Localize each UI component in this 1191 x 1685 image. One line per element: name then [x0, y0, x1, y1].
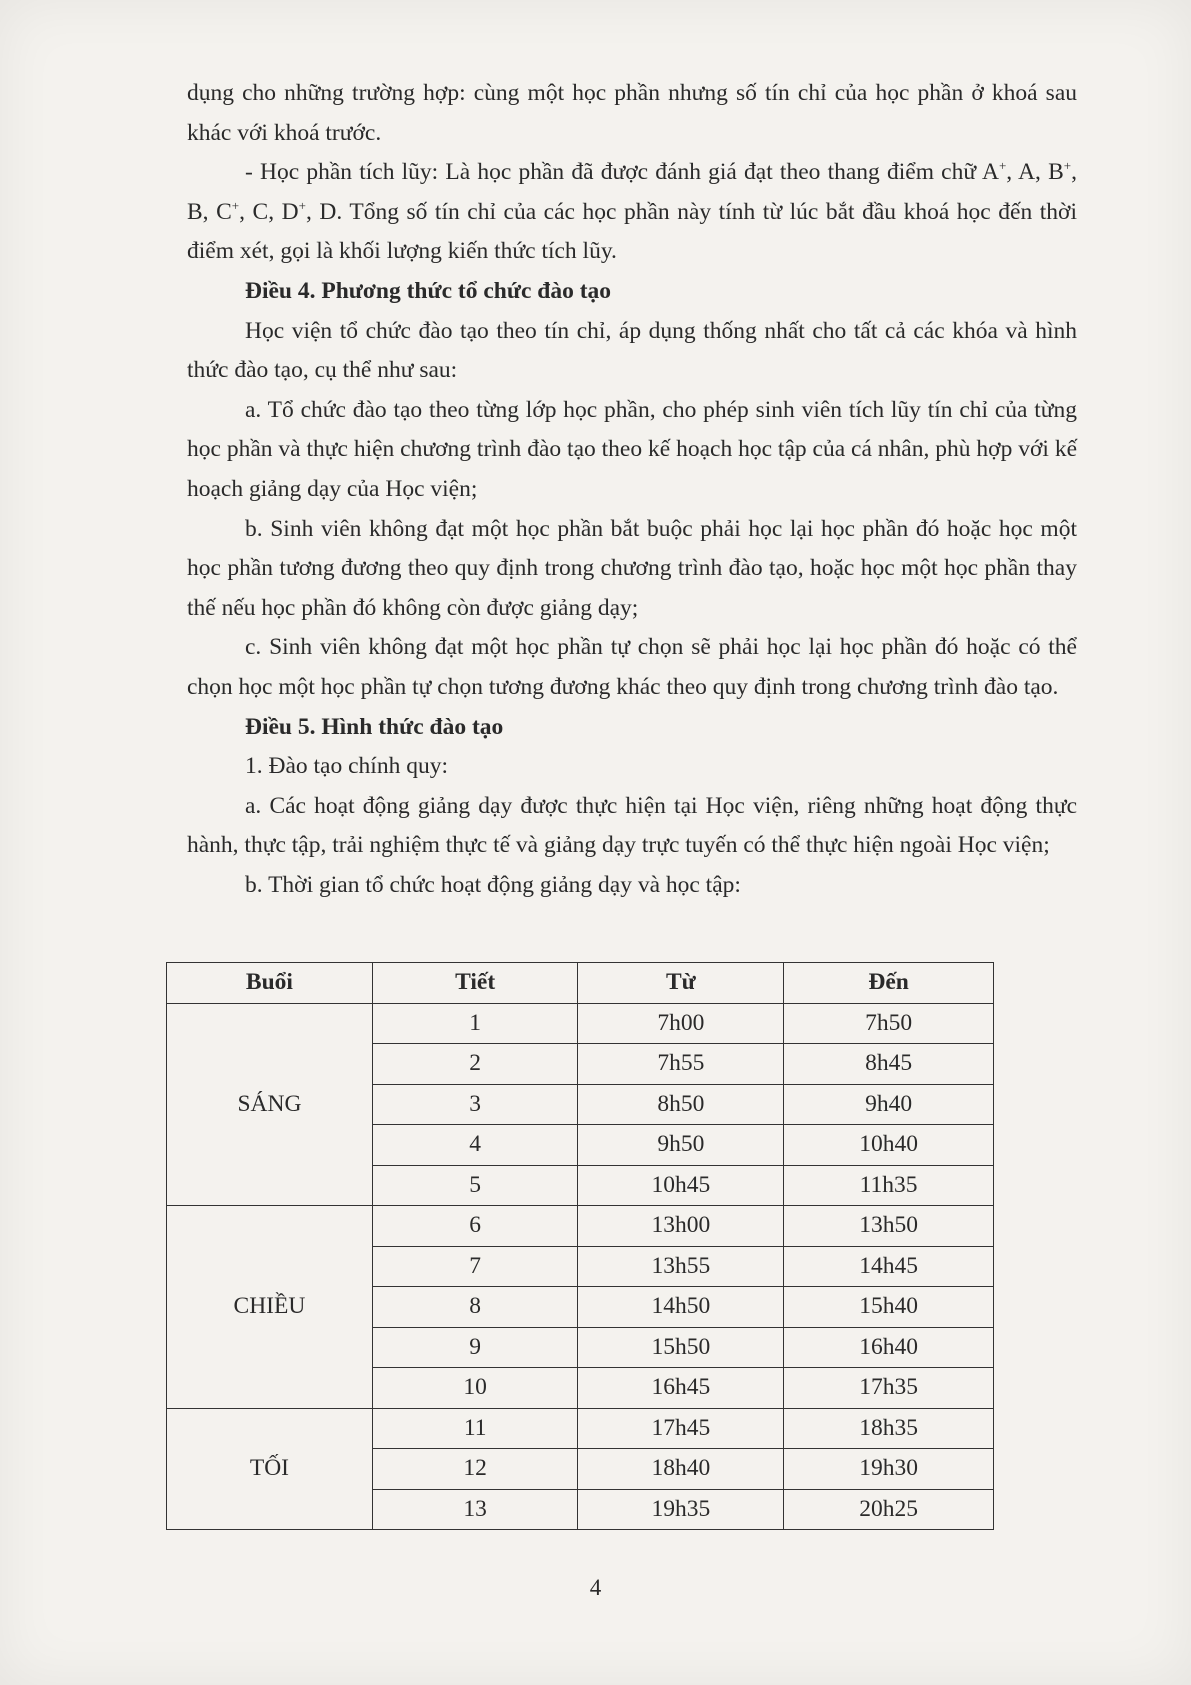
paragraph-4: a. Tổ chức đào tạo theo từng lớp học phần, cho phép sinh viên tích lũy tín chỉ của từng học phần và thực hiện chương trình đào tạo theo kế hoạch học tập của cá nhân, phù hợp với kế hoạch giảng dạy của Học viện; [187, 396, 1077, 502]
session-cell: CHIỀU [167, 1206, 373, 1409]
period-cell: 1 [372, 1003, 578, 1044]
to-cell: 8h45 [784, 1044, 994, 1085]
page-number: 4 [589, 1575, 602, 1600]
paragraph-1: dụng cho những trường hợp: cùng một học phần nhưng số tín chỉ của học phần ở khoá sau khác với khoá trước. [187, 80, 1077, 146]
to-cell: 7h50 [784, 1003, 994, 1044]
table-header-row [167, 963, 994, 1004]
from-cell: 15h50 [578, 1327, 784, 1368]
paragraph-7: 1. Đào tạo chính quy: [245, 753, 448, 780]
from-cell: 17h45 [578, 1408, 784, 1449]
from-cell: 19h35 [578, 1489, 784, 1530]
to-cell: 9h40 [784, 1084, 994, 1125]
from-cell: 10h45 [578, 1165, 784, 1206]
table-body [167, 1003, 994, 1530]
period-cell: 7 [372, 1246, 578, 1287]
from-cell: 14h50 [578, 1287, 784, 1328]
table-row [167, 1003, 994, 1044]
from-cell: 16h45 [578, 1368, 784, 1409]
body-text [187, 74, 1077, 905]
to-cell: 10h40 [784, 1125, 994, 1166]
from-cell: 9h50 [578, 1125, 784, 1166]
paragraph-6: c. Sinh viên không đạt một học phần tự chọn sẽ phải học lại học phần đó hoặc có thể chọn học một học phần tự chọn tương đương khác theo quy định trong chương trình đào tạo. [187, 634, 1077, 700]
from-cell: 7h55 [578, 1044, 784, 1085]
paragraph-2: - Học phần tích lũy: Là học phần đã được đánh giá đạt theo thang điểm chữ A+, A, B+, B, C+, C, D+, D. Tổng số tín chỉ của các học phần này tính từ lúc bắt đầu khoá học đến thời điểm xét, gọi là khối lượng kiến thức tích lũy. [187, 158, 1077, 265]
to-cell: 17h35 [784, 1368, 994, 1409]
period-cell: 3 [372, 1084, 578, 1125]
header-den: Đến [784, 963, 994, 1004]
to-cell: 11h35 [784, 1165, 994, 1206]
period-cell: 13 [372, 1489, 578, 1530]
to-cell: 19h30 [784, 1449, 994, 1490]
heading-dieu-5: Điều 5. Hình thức đào tạo [245, 713, 504, 740]
from-cell: 13h55 [578, 1246, 784, 1287]
from-cell: 13h00 [578, 1206, 784, 1247]
period-cell: 4 [372, 1125, 578, 1166]
from-cell: 8h50 [578, 1084, 784, 1125]
to-cell: 18h35 [784, 1408, 994, 1449]
header-buoi: Buổi [167, 963, 373, 1004]
to-cell: 16h40 [784, 1327, 994, 1368]
schedule-table [166, 962, 994, 1530]
period-cell: 9 [372, 1327, 578, 1368]
to-cell: 15h40 [784, 1287, 994, 1328]
period-cell: 5 [372, 1165, 578, 1206]
period-cell: 8 [372, 1287, 578, 1328]
period-cell: 10 [372, 1368, 578, 1409]
to-cell: 20h25 [784, 1489, 994, 1530]
paragraph-5: b. Sinh viên không đạt một học phần bắt buộc phải học lại học phần đó hoặc học một học phần tương đương theo quy định trong chương trình đào tạo, hoặc học một học phần thay thế nếu học phần đó không còn được giảng dạy; [187, 515, 1077, 621]
session-cell: SÁNG [167, 1003, 373, 1206]
period-cell: 2 [372, 1044, 578, 1085]
period-cell: 11 [372, 1408, 578, 1449]
from-cell: 18h40 [578, 1449, 784, 1490]
header-tiet: Tiết [372, 963, 578, 1004]
to-cell: 14h45 [784, 1246, 994, 1287]
heading-dieu-4: Điều 4. Phương thức tổ chức đào tạo [245, 277, 612, 304]
to-cell: 13h50 [784, 1206, 994, 1247]
from-cell: 7h00 [578, 1003, 784, 1044]
session-cell: TỐI [167, 1408, 373, 1530]
paragraph-3: Học viện tổ chức đào tạo theo tín chỉ, áp dụng thống nhất cho tất cả các khóa và hình thức đào tạo, cụ thể như sau: [187, 317, 1077, 384]
table-row [167, 1206, 994, 1247]
paragraph-9: b. Thời gian tổ chức hoạt động giảng dạy và học tập: [245, 871, 741, 898]
table-row [167, 1408, 994, 1449]
period-cell: 12 [372, 1449, 578, 1490]
paragraph-8: a. Các hoạt động giảng dạy được thực hiện tại Học viện, riêng những hoạt động thực hành, thực tập, trải nghiệm thực tế và giảng dạy trực tuyến có thể thực hiện ngoài Học viện; [187, 792, 1077, 859]
period-cell: 6 [372, 1206, 578, 1247]
header-tu: Từ [578, 963, 784, 1004]
